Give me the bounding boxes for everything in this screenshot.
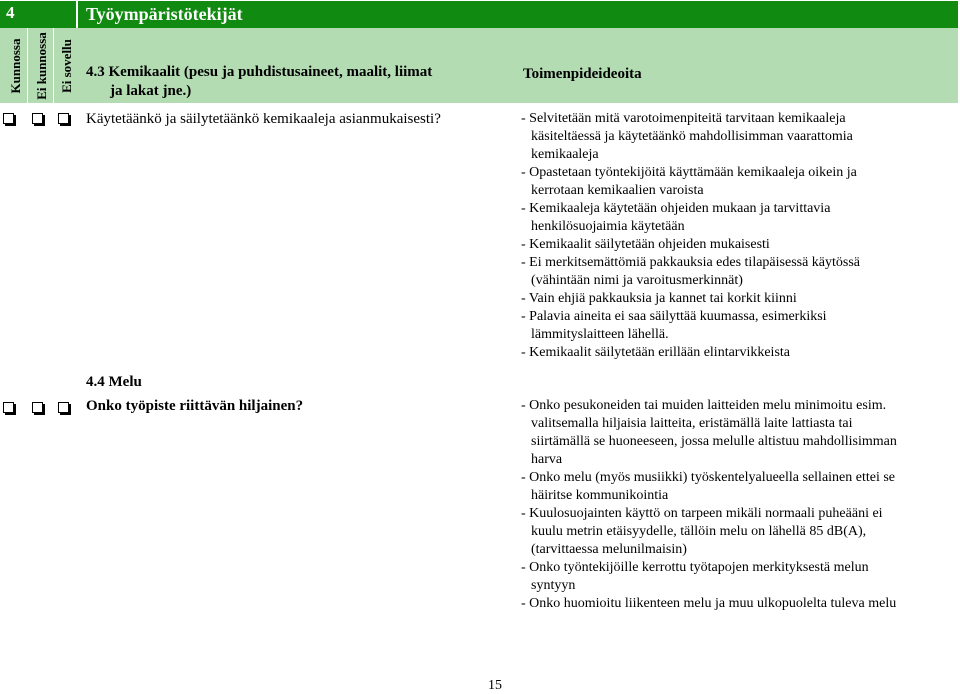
checkbox-ok[interactable] bbox=[3, 113, 14, 124]
status-column-na bbox=[55, 28, 79, 103]
header-number-cell bbox=[0, 1, 76, 28]
measure-line: - Onko huomioitu liikenteen melu ja muu ulkopuolelta tuleva melu bbox=[521, 596, 897, 611]
measure-line: lämmityslaitteen lähellä. bbox=[531, 327, 669, 342]
measure-line: kuulu metrin etäisyydelle, tällöin melu on lähellä 85 dB(A), bbox=[531, 524, 867, 539]
status-column-label: Kunnossa bbox=[7, 38, 23, 93]
checkbox-ok[interactable] bbox=[3, 402, 14, 413]
measure-line: - Kuulosuojainten käyttö on tarpeen mikäli normaali puheääni ei bbox=[521, 506, 883, 521]
section-43-title-line: 4.3 Kemikaalit (pesu ja puhdistusaineet, maalit, liimat bbox=[86, 64, 433, 80]
measure-line: syntyyn bbox=[531, 578, 576, 593]
measure-line: - Onko työntekijöille kerrottu työtapojen merkityksestä melun bbox=[521, 560, 869, 575]
page-number: 15 bbox=[488, 678, 502, 693]
header-number: 4 bbox=[6, 3, 15, 22]
measure-line: valitsemalla hiljaisia laitteita, eristämällä laite lattiasta tai bbox=[531, 416, 853, 431]
status-column-label: Ei kunnossa bbox=[33, 31, 49, 100]
section-43-question: Käytetäänkö ja säilytetäänkö kemikaaleja asianmukaisesti? bbox=[86, 111, 441, 127]
checkbox-not-ok[interactable] bbox=[32, 113, 43, 124]
measure-line: siirtämällä se huoneeseen, jossa melulle altistuu mahdollisimman bbox=[531, 434, 897, 449]
measure-line: - Vain ehjiä pakkauksia ja kannet tai korkit kiinni bbox=[521, 291, 797, 306]
measure-line: harva bbox=[531, 452, 563, 467]
measure-line: - Opastetaan työntekijöitä käyttämään kemikaaleja oikein ja bbox=[521, 165, 857, 180]
header-title: Työympäristötekijät bbox=[86, 4, 243, 24]
measure-line: - Ei merkitsemättömiä pakkauksia edes tilapäisessä käytössä bbox=[521, 255, 861, 270]
measure-line: häiritse kommunikointia bbox=[531, 488, 669, 503]
measure-line: - Kemikaalit säilytetään erillään elintarvikkeista bbox=[521, 345, 791, 360]
status-column-ok bbox=[4, 28, 28, 103]
checkbox-na[interactable] bbox=[58, 402, 69, 413]
measure-line: henkilösuojaimia käytetään bbox=[531, 219, 685, 234]
measure-line: (tarvittaessa melunilmaisin) bbox=[531, 542, 687, 557]
measure-line: - Onko pesukoneiden tai muiden laitteiden melu minimoitu esim. bbox=[521, 398, 887, 413]
section-44-title: 4.4 Melu bbox=[86, 374, 142, 390]
measure-line: (vähintään nimi ja varoitusmerkinnät) bbox=[531, 273, 743, 288]
header-title-cell bbox=[78, 1, 958, 28]
section-43-title-line: ja lakat jne.) bbox=[110, 83, 192, 99]
section-43-measures bbox=[521, 110, 951, 362]
measure-line: kemikaaleja bbox=[531, 147, 599, 162]
status-column-not-ok bbox=[30, 28, 54, 103]
status-column-label: Ei sovellu bbox=[59, 38, 74, 93]
measures-column-heading: Toimenpideideoita bbox=[523, 66, 642, 82]
measure-line: - Selvitetään mitä varotoimenpiteitä tarvitaan kemikaaleja bbox=[521, 111, 846, 126]
measure-line: - Palavia aineita ei saa säilyttää kuumassa, esimerkiksi bbox=[521, 309, 827, 324]
measure-line: käsiteltäessä ja käytetäänkö mahdollisimman vaarattomia bbox=[531, 129, 853, 144]
measure-line: - Kemikaalit säilytetään ohjeiden mukaisesti bbox=[521, 237, 770, 252]
measure-line: - Kemikaaleja käytetään ohjeiden mukaan ja tarvittavia bbox=[521, 201, 831, 216]
measure-line: kerrotaan kemikaalien varoista bbox=[531, 183, 704, 198]
measure-line: - Onko melu (myös musiikki) työskentelyalueella sellainen ettei se bbox=[521, 470, 896, 485]
section-44-question: Onko työpiste riittävän hiljainen? bbox=[86, 398, 304, 414]
checkbox-na[interactable] bbox=[58, 113, 69, 124]
section-43-title bbox=[86, 63, 476, 101]
checkbox-not-ok[interactable] bbox=[32, 402, 43, 413]
section-44-measures bbox=[521, 397, 951, 613]
